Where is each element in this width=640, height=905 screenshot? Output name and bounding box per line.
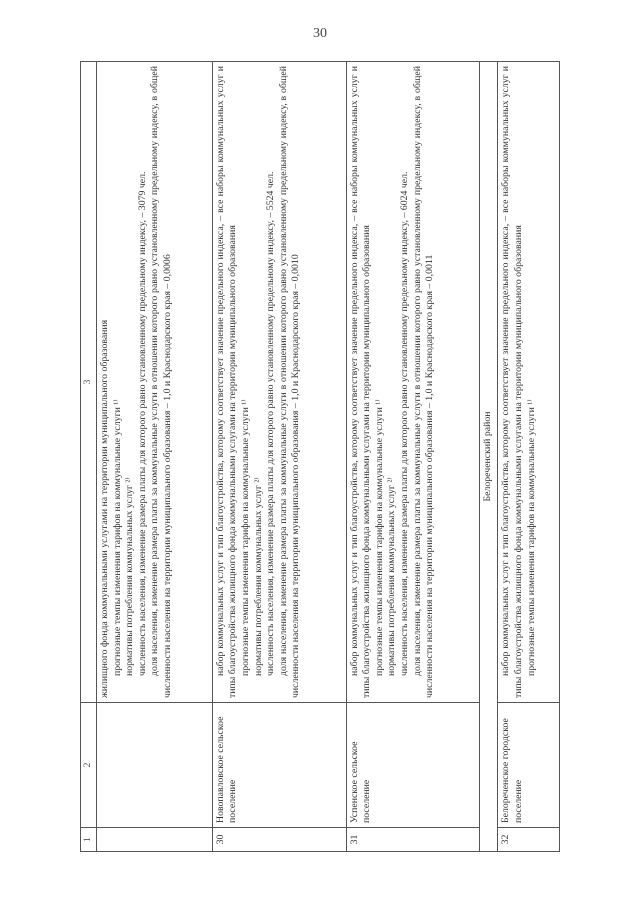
indicator-line: нормативы потребления коммунальных услуг ²⁾ — [252, 477, 264, 676]
indicator-line: доля населения, изменение размера платы за коммунальные услуги в отношении которого равно установленному предельному индексу, в общей численности населения на территории муниципального образования – 1,0 и Краснодарского края – 0,0011 — [411, 66, 436, 698]
indicator-line: прогнозные темпы изменения тарифов на коммунальные услуги ¹⁾ — [525, 399, 537, 676]
table-row-continuation — [97, 62, 213, 852]
row-number-cell: 30 — [212, 828, 346, 852]
settlement-name-cell: Успенское сельское поселение — [346, 703, 480, 828]
indicator-line: доля населения, изменение размера платы за коммунальные услуги в отношении которого равно установленному предельному индексу, в общей численности населения на территории муниципального образования – 1,0 и Краснодарского края – 0,0010 — [277, 66, 302, 698]
indicator-cell — [346, 62, 480, 703]
row-number-cell: 31 — [346, 828, 480, 852]
region-row — [480, 62, 498, 852]
header-col-1: 1 — [81, 828, 97, 852]
indicator-cell — [212, 62, 346, 703]
indicator-line: численность населения, изменение размера платы для которого равно установленному предельному индексу, – 3079 чел. — [136, 171, 148, 676]
indicator-line: прогнозные темпы изменения тарифов на коммунальные услуги ¹⁾ — [111, 399, 123, 676]
settlement-name-cell: Белореченское городское поселение — [498, 703, 560, 828]
indicator-cell — [97, 62, 213, 703]
settlement-name-cell: Новопавловское сельское поселение — [212, 703, 346, 828]
row-number-cell — [97, 828, 213, 852]
table-header-row — [81, 62, 97, 852]
indicator-line: численность населения, изменение размера платы для которого равно установленному предельному индексу, – 5524 чел. — [265, 171, 277, 676]
indicator-line: нормативы потребления коммунальных услуг ²⁾ — [386, 477, 398, 676]
indicator-line: набор коммунальных услуг и тип благоустройства, которому соответствует значение предельного индекса, – все наборы коммунальных услуг и типы благоустройства жилищного фонда коммунальными услугами на территории муниципального образования — [500, 66, 525, 698]
rotated-table-wrapper — [80, 62, 560, 852]
indicator-line: прогнозные темпы изменения тарифов на коммунальные услуги ¹⁾ — [373, 399, 385, 676]
tariff-table — [80, 61, 560, 852]
row-number-cell: 32 — [498, 828, 560, 852]
indicator-line: нормативы потребления коммунальных услуг ²⁾ — [124, 477, 136, 676]
indicator-line: жилищного фонда коммунальными услугами на территории муниципального образования — [99, 319, 110, 698]
indicator-line: прогнозные темпы изменения тарифов на коммунальные услуги ¹⁾ — [239, 399, 251, 676]
indicator-line: набор коммунальных услуг и тип благоустройства, которому соответствует значение предельного индекса, – все наборы коммунальных услуг и типы благоустройства жилищного фонда коммунальными услугами на территории муниципального образования — [348, 66, 373, 698]
indicator-line: набор коммунальных услуг и тип благоустройства, которому соответствует значение предельного индекса, – все наборы коммунальных услуг и типы благоустройства жилищного фонда коммунальными услугами на территории муниципального образования — [214, 66, 239, 698]
header-col-3: 3 — [81, 62, 97, 703]
indicator-cell — [498, 62, 560, 703]
table-row — [498, 62, 560, 852]
settlement-name-cell — [97, 703, 213, 828]
indicator-line: численность населения, изменение размера платы для которого равно установленному предельному индексу, – 6024 чел. — [399, 171, 410, 676]
header-col-2: 2 — [81, 703, 97, 828]
page-number: 30 — [313, 26, 327, 41]
indicator-line: доля населения, изменение размера платы за коммунальные услуги в отношении которого равно установленному предельному индексу, в общей численности населения на территории муниципального образования – 1,0 и Краснодарского края – 0,0006 — [149, 66, 173, 698]
region-heading: Белореченский район — [480, 62, 498, 852]
table-row — [346, 62, 480, 852]
table-row — [212, 62, 346, 852]
